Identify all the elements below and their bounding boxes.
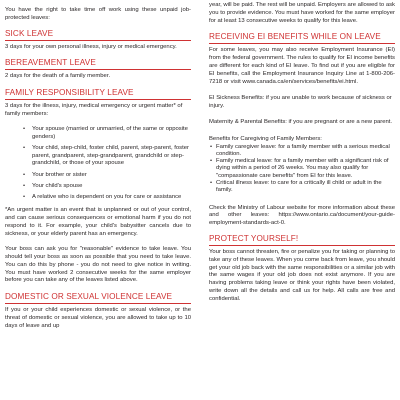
reasonable-evidence-text: Your boss can ask you for "reasonable" evidence to take leave. You should tell your boss as soon as possible that you need to take leave. You can do this by phone - you do not need to give notice in writing. You must have worked 2 consecutive weeks for the same employer before you can take any of the leaves listed above. — [5, 246, 191, 284]
caregiving-list — [209, 144, 395, 195]
left-column — [5, 0, 191, 331]
caregiving-title: Benefits for Caregiving of Family Members: — [209, 135, 322, 142]
maternity-parental-text: Maternity & Parental Benefits: if you are pregnant or are a new parent. — [209, 118, 393, 125]
ei-sickness-text: EI Sickness Benefits: if you are unable to work because of sickness or injury. — [209, 95, 392, 110]
protect-yourself-heading: PROTECT YOURSELF! — [209, 234, 299, 244]
domestic-violence-heading: DOMESTIC OR SEXUAL VIOLENCE LEAVE — [5, 292, 173, 302]
ei-benefits-text: For some leaves, you may also receive Employment Insurance (EI) from the federal government. The rules to qualify for EI income benefits are different for each kind of EI leave. To find out if you are eligible for EI benefits, call the Employment Insurance Inquiry Line at 1-800-206-7218 or visit www.canada.ca/en/services/benefits/ei.html. — [209, 47, 395, 85]
family-member-list — [5, 126, 191, 202]
sick-leave-heading: SICK LEAVE — [5, 28, 54, 38]
family-responsibility-text: 3 days for the illness, injury, medical emergency or urgent matter* of family members: — [5, 103, 183, 117]
ministry-labour-text: Check the Ministry of Labour website for more information about these and other leaves: https://www.ontario.ca/document/your-guide-employment-standards-act-0. — [209, 204, 395, 227]
list-item: • Your child, step-child, foster child, parent, step-parent, foster parent, grandparent, step-grandparent, grandchild or step-grandchild, or those of your spouse — [23, 144, 189, 167]
list-item: • Family medical leave: for a family member with a significant risk of dying within a period of 26 weeks. You may also qualify for "compassionate care benefits" from EI for this leave. — [210, 158, 389, 179]
list-item: • Your brother or sister — [23, 171, 87, 178]
list-item: • Critical illness leave: to care for a critically ill child or adult in the family. — [210, 180, 382, 194]
intro-text: You have the right to take time off work using these unpaid job-protected leaves: — [5, 7, 191, 21]
list-item: • A relative who is dependent on you for care or assistance — [23, 193, 182, 200]
protect-yourself-text: Your boss cannot threaten, fire or penalize you for taking or planning to take any of these leaves. When you come back from leave, you should get your old job back with the same responsibilities or a similar job with the same wages if your old job does not exist anymore. If you are having problems taking leave or think your rights have been violated, write down all the details and call us for help. All calls are free and confidential. — [209, 249, 395, 302]
urgent-matter-note: *An urgent matter is an event that is unplanned or out of your control, and can cause serious consequences or emotional harm if you do not respond to it. For example, your child's babysitter cancels due to sickness, or your elderly parent has an emergency. — [5, 207, 191, 237]
right-column — [209, 0, 395, 304]
ei-benefits-heading: RECEIVING EI BENEFITS WHILE ON LEAVE — [209, 32, 381, 42]
list-item: • Your child's spouse — [23, 182, 83, 189]
bereavement-leave-text: 2 days for the death of a family member. — [5, 73, 111, 80]
sick-leave-text: 3 days for your own personal illness, injury or medical emergency. — [5, 43, 177, 50]
list-item: • Family caregiver leave: for a family member with a serious medical condition. — [210, 143, 390, 157]
bereavement-leave-heading: BEREAVEMENT LEAVE — [5, 58, 96, 68]
list-item: • Your spouse (married or unmarried, of the same or opposite genders) — [23, 125, 188, 140]
leave-continued-text: year, will be paid. The rest will be unpaid. Employers are allowed to ask you to provide evidence. You must have worked for the same employer for at least 13 consecutive weeks to qualify for this leave. — [209, 2, 395, 24]
family-responsibility-heading: FAMILY RESPONSIBILITY LEAVE — [5, 88, 134, 98]
domestic-violence-text: If you or your child experiences domestic or sexual violence, or the threat of domestic or sexual violence, you are allowed to take up to 10 days of leave and up — [5, 307, 191, 329]
